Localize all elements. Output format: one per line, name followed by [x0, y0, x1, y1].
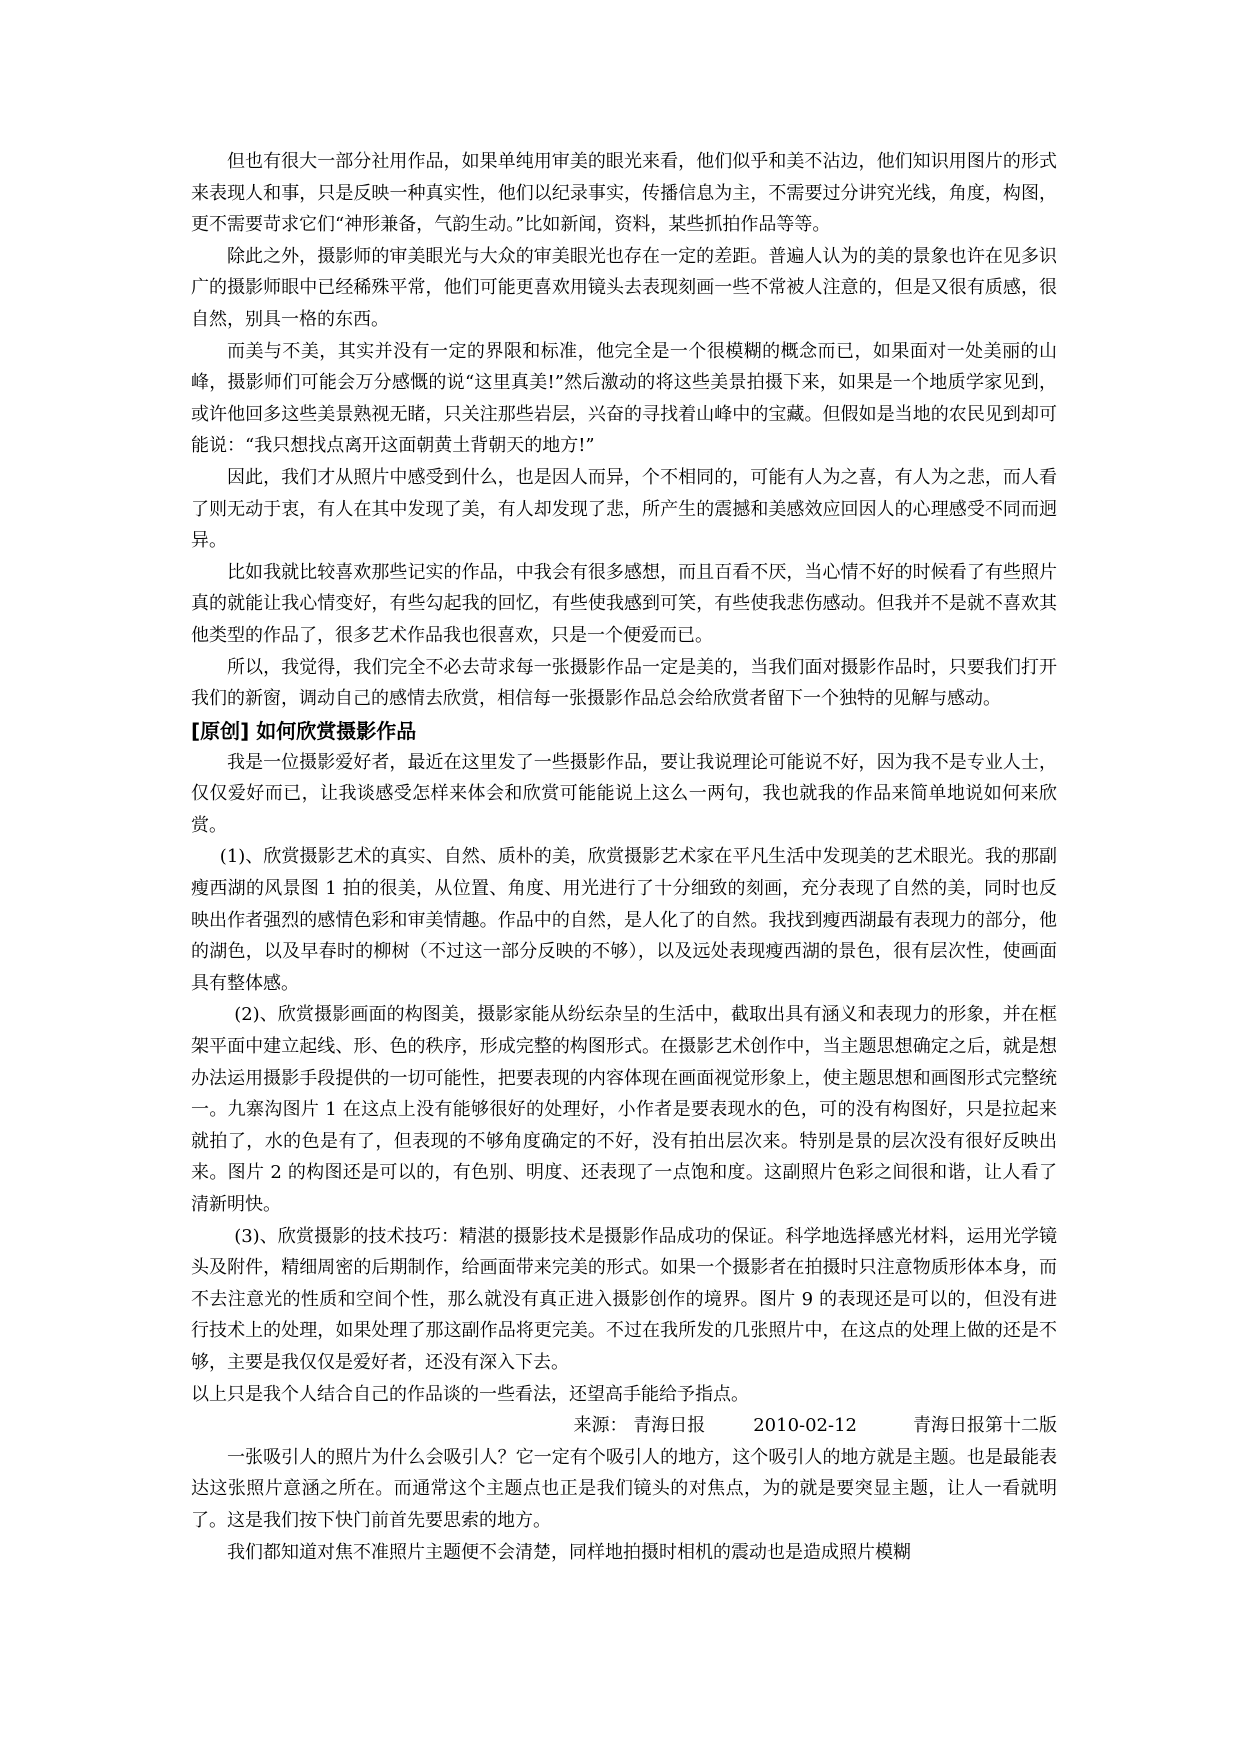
point-2-paragraph: (2)、欣赏摄影画面的构图美，摄影家能从纷纭杂呈的生活中，截取出具有涵义和表现力的形象，并在框架平面中建立起线、形、色的秩序，形成完整的构图形式。在摄影艺术创作中，当主题思想确定之后，就是想办法运用摄影手段提供的一切可能性，把要表现的内容体现在画面视觉形象上，使主题思想和画图形式完整统一。九寨沟图片 1 在这点上没有能够很好的处理好，小作者是要表现水的色，可的没有构图好，只是拉起来就拍了，水的色是有了，但表现的不够角度确定的不好，没有拍出层次来。特别是景的层次没有很好反映出来。图片 2 的构图还是可以的，有色别、明度、还表现了一点饱和度。这副照片色彩之间很和谐，让人看了清新明快。	[191, 1004, 1057, 1215]
source-line	[191, 1410, 1057, 1442]
paragraph: 但也有很大一部分社用作品，如果单纯用审美的眼光来看，他们似乎和美不沾边，他们知识用图片的形式来表现人和事，只是反映一种真实性，他们以纪录事实，传播信息为主，不需要过分讲究光线，角度，构图，更不需要苛求它们“神形兼备，气韵生动。”比如新闻，资料，某些抓拍作品等等。	[191, 151, 1057, 236]
section-heading: [原创] 如何欣赏摄影作品	[191, 718, 417, 743]
paragraph: 所以，我觉得，我们完全不必去苛求每一张摄影作品一定是美的，当我们面对摄影作品时，只要我们打开我们的新窗，调动自己的感情去欣赏，相信每一张摄影作品总会给欣赏者留下一个独特的见解与感动。	[191, 656, 1057, 710]
intro-paragraph: 我是一位摄影爱好者，最近在这里发了一些摄影作品，要让我说理论可能说不好，因为我不是专业人士，仅仅爱好而已，让我谈感受怎样来体会和欣赏可能能说上这么一两句，我也就我的作品来简单地说如何来欣赏。	[191, 751, 1057, 836]
document-page	[191, 146, 1057, 1568]
source-date: 2010-02-12	[753, 1415, 857, 1437]
point-3-paragraph: (3)、欣赏摄影的技术技巧：精湛的摄影技术是摄影作品成功的保证。科学地选择感光材料，运用光学镜头及附件，精细周密的后期制作，给画面带来完美的形式。如果一个摄影者在拍摄时只注意物质形体本身，而不去注意光的性质和空间个性，那么就没有真正进入摄影创作的境界。图片 9 的表现还是可以的，但没有进行技术上的处理，如果处理了那这副作品将更完美。不过在我所发的几张照片中，在这点的处理上做的还是不够，主要是我仅仅是爱好者，还没有深入下去。	[191, 1225, 1057, 1373]
paragraph: 比如我就比较喜欢那些记实的作品，中我会有很多感想，而且百看不厌，当心情不好的时候看了有些照片真的就能让我心情变好，有些勾起我的回忆，有些使我感到可笑，有些使我悲伤感动。但我并不是就不喜欢其他类型的作品了，很多艺术作品我也很喜欢，只是一个便爱而已。	[191, 561, 1057, 646]
source-label: 来源： 青海日报	[573, 1415, 706, 1437]
paragraph: 而美与不美，其实并没有一定的界限和标准，他完全是一个很模糊的概念而已，如果面对一处美丽的山峰，摄影师们可能会万分感慨的说“这里真美!”然后激动的将这些美景拍摄下来，如果是一个地质学家见到，或许他回多这些美景熟视无睹，只关注那些岩层，兴奋的寻找着山峰中的宝藏。但假如是当地的农民见到却可能说：“我只想找点离开这面朝黄土背朝天的地方!”	[191, 340, 1057, 457]
point-1-paragraph: (1)、欣赏摄影艺术的真实、自然、质朴的美，欣赏摄影艺术家在平凡生活中发现美的艺术眼光。我的那副瘦西湖的风景图 1 拍的很美，从位置、角度、用光进行了十分细致的刻画，充分表现了自然的美，同时也反映出作者强烈的感情色彩和审美情趣。作品中的自然，是人化了的自然。我找到瘦西湖最有表现力的部分，他的湖色，以及早春时的柳树（不过这一部分反映的不够），以及远处表现瘦西湖的景色，很有层次性，使画面具有整体感。	[191, 846, 1057, 994]
conclusion-paragraph: 以上只是我个人结合自己的作品谈的一些看法，还望高手能给予指点。	[191, 1383, 749, 1405]
paragraph: 我们都知道对焦不准照片主题便不会清楚，同样地拍摄时相机的震动也是造成照片模糊	[227, 1541, 911, 1563]
paragraph: 一张吸引人的照片为什么会吸引人？它一定有个吸引人的地方，这个吸引人的地方就是主题。也是最能表达这张照片意涵之所在。而通常这个主题点也正是我们镜头的对焦点，为的就是要突显主题，让人一看就明了。这是我们按下快门前首先要思索的地方。	[191, 1446, 1057, 1531]
paragraph: 除此之外，摄影师的审美眼光与大众的审美眼光也存在一定的差距。普遍人认为的美的景象也许在见多识广的摄影师眼中已经稀殊平常，他们可能更喜欢用镜头去表现刻画一些不常被人注意的，但是又很有质感，很自然，别具一格的东西。	[191, 245, 1057, 330]
source-edition: 青海日报第十二版	[913, 1415, 1057, 1437]
paragraph: 因此，我们才从照片中感受到什么，也是因人而异，个不相同的，可能有人为之喜，有人为之悲，而人看了则无动于衷，有人在其中发现了美，有人却发现了悲，所产生的震撼和美感效应回因人的心理感受不同而迥异。	[191, 466, 1057, 552]
